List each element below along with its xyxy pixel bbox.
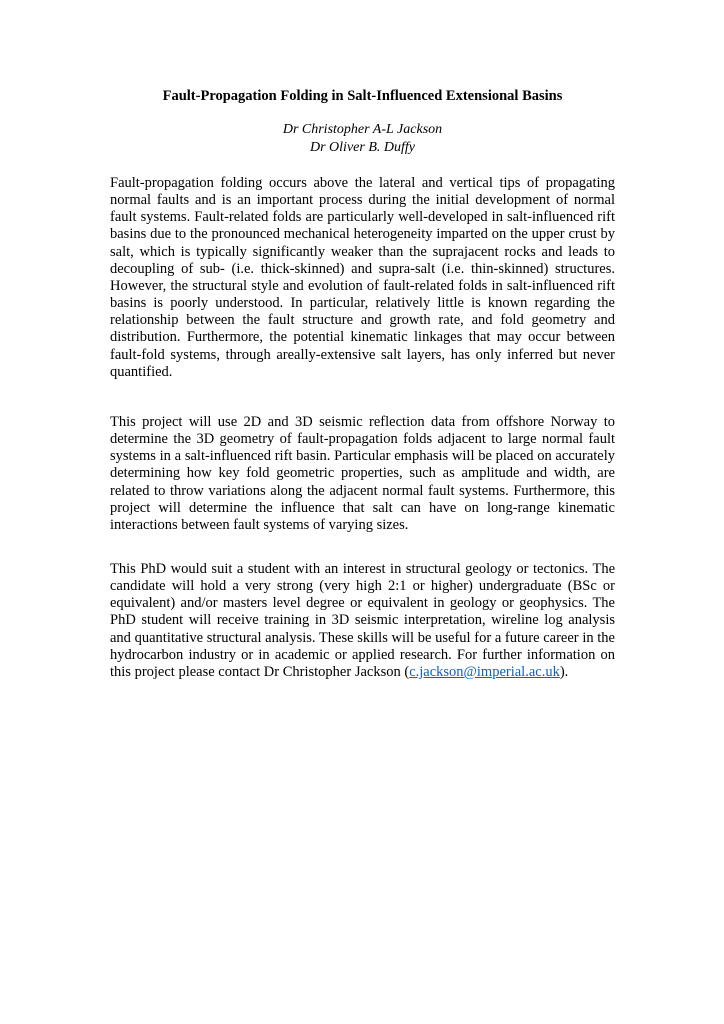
body-paragraph: This project will use 2D and 3D seismic reflection data from offshore Norway to determine the 3D geometry of fault-propagation folds adjacent to large normal fault systems in a salt-influenced rift basin. Particular emphasis will be placed on accurately determining how key fold geometric properties, such as amplitude and width, are related to throw variations along the adjacent normal fault systems. Furthermore, this project will determine the influence that salt can have on long-range kinematic interactions between fault systems of varying sizes.	[110, 414, 615, 533]
contact-paragraph-suffix: ).	[559, 663, 569, 680]
author-name: Dr Christopher A-L Jackson	[282, 122, 443, 137]
document-title: Fault-Propagation Folding in Salt-Influenced Extensional Basins	[162, 88, 563, 104]
contact-paragraph-text: This PhD would suit a student with an interest in structural geology or tectonics. The candidate will hold a very strong (very high 2:1 or higher) undergraduate (BSc or equivalent) and/or masters level degree or equivalent in geology or geophysics. The PhD student will receive training in 3D seismic interpretation, wireline log analysis and quantitative structural analysis. These skills will be useful for a future career in the hydrocarbon industry or in academic or applied research. For further information on this project please contact Dr Christopher Jackson (	[110, 561, 615, 680]
body-paragraph: Fault-propagation folding occurs above the lateral and vertical tips of propagating normal faults and is an important process during the initial development of normal fault systems. Fault-related folds are particularly well-developed in salt-influenced rift basins due to the pronounced mechanical heterogeneity imparted on the upper crust by salt, which is typically significantly weaker than the suprajacent rocks and leads to decoupling of sub- (i.e. thick-skinned) and supra-salt (i.e. thin-skinned) structures. However, the structural style and evolution of fault-related folds in salt-influenced rift basins is poorly understood. In particular, relatively little is known regarding the relationship between the fault structure and growth rate, and fold geometry and distribution. Furthermore, the potential kinematic linkages that may occur between fault-fold systems, through areally-extensive salt layers, has only inferred but never quantified.	[110, 175, 615, 380]
email-link[interactable]: c.jackson@imperial.ac.uk	[409, 663, 560, 680]
author-list	[110, 121, 615, 157]
author-name: Dr Oliver B. Duffy	[310, 140, 415, 155]
contact-paragraph	[110, 561, 615, 681]
